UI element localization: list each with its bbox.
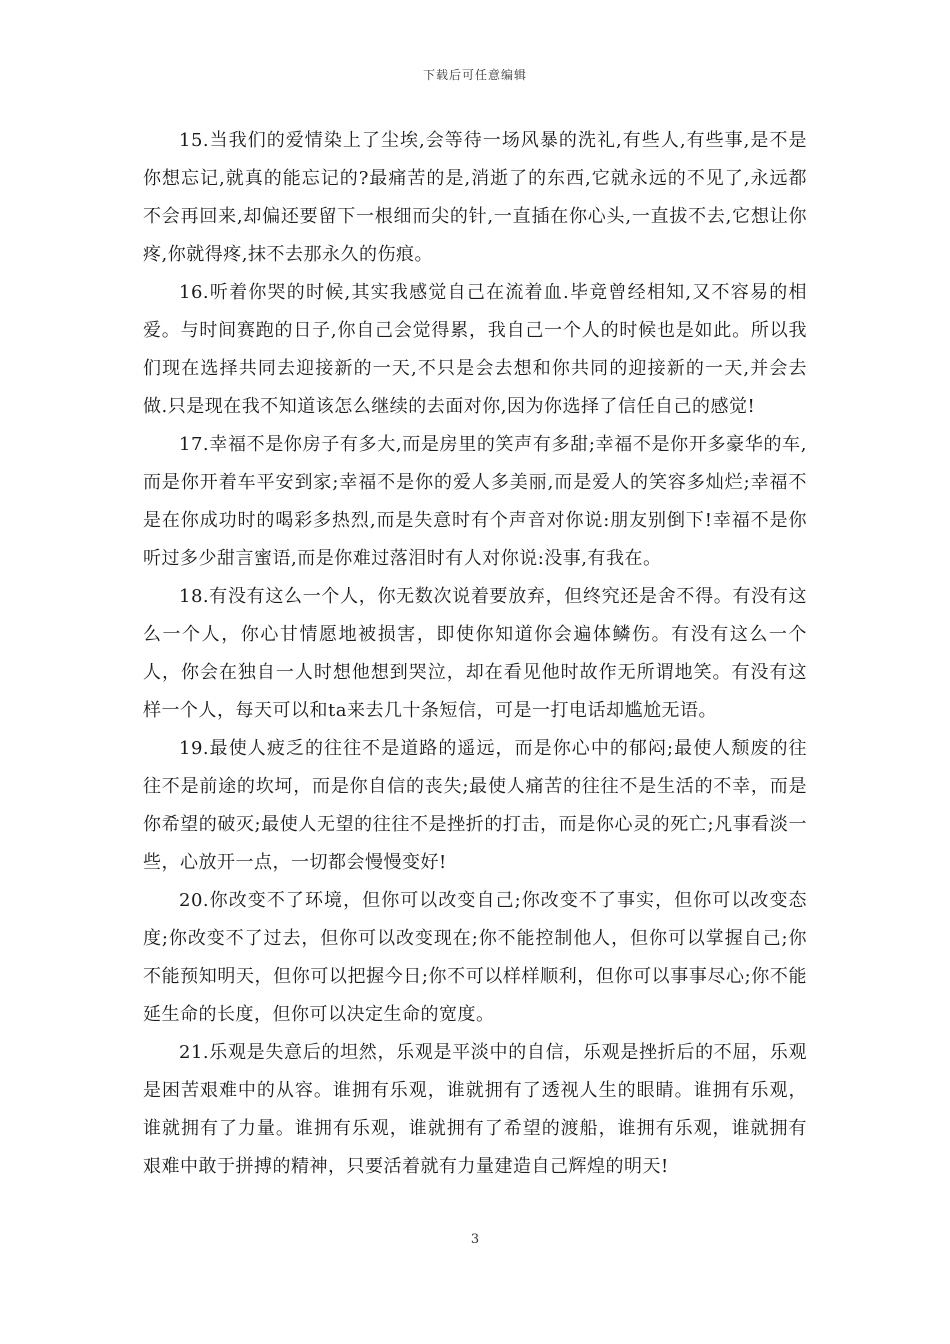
page-number: 3 xyxy=(470,1232,480,1247)
paragraph-20: 20.你改变不了环境，但你可以改变自己;你改变不了事实，但你可以改变态度;你改变不了过去，但你可以改变现在;你不能控制他人，但你可以掌握自己;你不能预知明天，但你可以把握今日;你不可以样样顺利，但你可以事事尽心;你不能延生命的长度，但你可以决定生命的宽度。 xyxy=(143,890,807,1025)
page-header: 下载后可任意编辑 xyxy=(422,68,527,82)
paragraph-18: 18.有没有这么一个人，你无数次说着要放弃，但终究还是舍不得。有没有这么一个人，你心甘情愿地被损害，即使你知道你会遍体鳞伤。有没有这么一个人，你会在独自一人时想他想到哭泣，却在看见他时故作无所谓地笑。有没有这样一个人，每天可以和ta来去几十条短信，可是一打电话却尴尬无语。 xyxy=(143,586,807,721)
paragraph-15: 15.当我们的爱情染上了尘埃,会等待一场风暴的洗礼,有些人,有些事,是不是你想忘记,就真的能忘记的?最痛苦的是,消逝了的东西,它就永远的不见了,永远都不会再回来,却偏还要留下一根细而尖的针,一直插在你心头,一直拔不去,它想让你疼,你就得疼,抹不去那永久的伤痕。 xyxy=(143,130,807,265)
paragraph-19: 19.最使人疲乏的往往不是道路的遥远，而是你心中的郁闷;最使人颓废的往往不是前途的坎坷，而是你自信的丧失;最使人痛苦的往往不是生活的不幸，而是你希望的破灭;最使人无望的往往不是挫折的打击，而是你心灵的死亡;凡事看淡一些，心放开一点，一切都会慢慢变好! xyxy=(143,738,807,873)
document-body xyxy=(143,122,807,1186)
paragraph-17: 17.幸福不是你房子有多大,而是房里的笑声有多甜;幸福不是你开多豪华的车,而是你开着车平安到家;幸福不是你的爱人多美丽,而是爱人的笑容多灿烂;幸福不是在你成功时的喝彩多热烈,而是失意时有个声音对你说:朋友别倒下!幸福不是你听过多少甜言蜜语,而是你难过落泪时有人对你说:没事,有我在。 xyxy=(143,434,807,569)
paragraph-16: 16.听着你哭的时候,其实我感觉自己在流着血.毕竟曾经相知,又不容易的相爱。与时间赛跑的日子,你自己会觉得累，我自己一个人的时候也是如此。所以我们现在选择共同去迎接新的一天,不只是会去想和你共同的迎接新的一天,并会去做.只是现在我不知道该怎么继续的去面对你,因为你选择了信任自己的感觉! xyxy=(143,282,807,417)
paragraph-21: 21.乐观是失意后的坦然，乐观是平淡中的自信，乐观是挫折后的不屈，乐观是困苦艰难中的从容。谁拥有乐观，谁就拥有了透视人生的眼睛。谁拥有乐观，谁就拥有了力量。谁拥有乐观，谁就拥有了希望的渡船，谁拥有乐观，谁就拥有艰难中敢于拼搏的精神，只要活着就有力量建造自己辉煌的明天! xyxy=(143,1042,807,1177)
